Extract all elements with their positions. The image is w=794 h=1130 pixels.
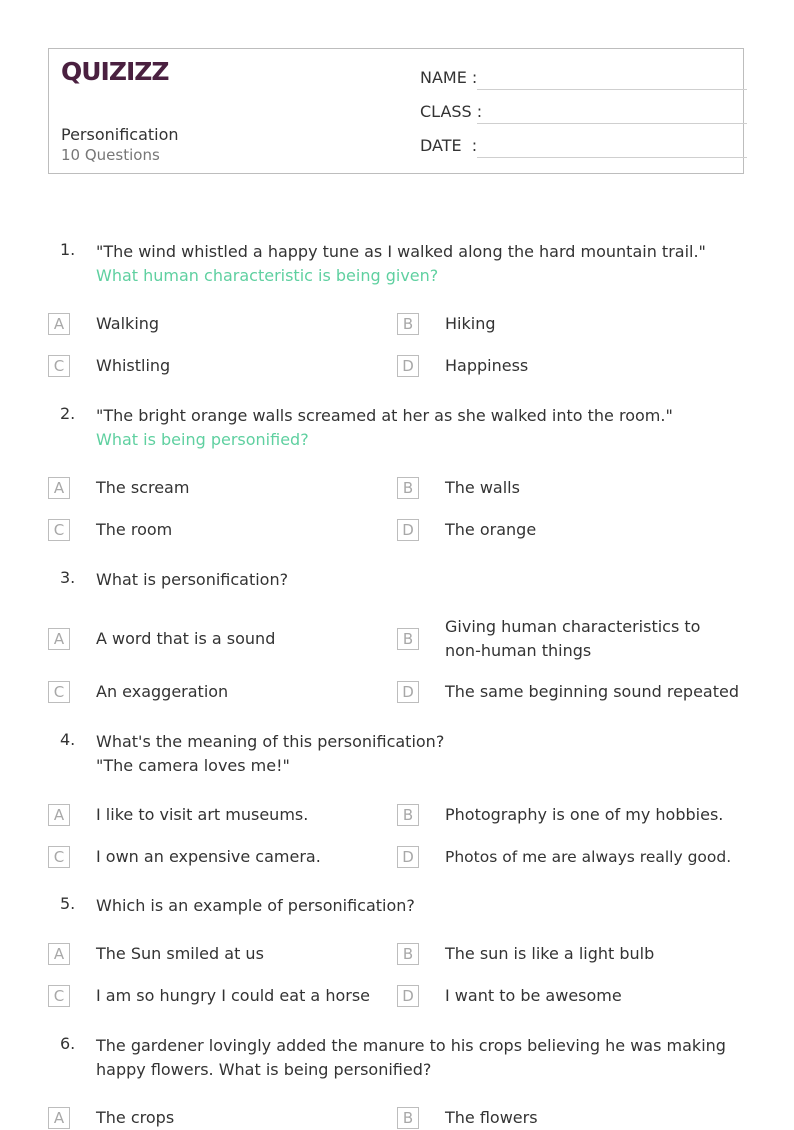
option-letter-box: C (48, 985, 70, 1007)
option-letter-box: C (48, 681, 70, 703)
question-subprompt: What human characteristic is being given? (96, 266, 439, 285)
question-number: 2. (60, 404, 76, 423)
option-letter-box: A (48, 628, 70, 650)
question-text (96, 568, 746, 592)
option-text: Hiking (445, 314, 496, 333)
question-number: 4. (60, 730, 76, 749)
option-text: Photography is one of my hobbies. (445, 805, 724, 824)
option-text: The orange (445, 520, 537, 539)
option-text: The same beginning sound repeated (445, 682, 740, 701)
option-letter-box: D (397, 846, 419, 868)
worksheet-header (48, 48, 744, 174)
option-text: The room (96, 520, 173, 539)
question-quote: "The camera loves me!" (96, 756, 290, 775)
option-letter-box: B (397, 943, 419, 965)
question-prompt: Which is an example of personification? (96, 896, 415, 915)
class-label: CLASS : (420, 102, 483, 121)
class-field[interactable] (420, 102, 735, 126)
option-text: Photos of me are always really good. (445, 848, 732, 866)
question-text (96, 1034, 736, 1082)
option-text: Giving human characteristics to non-human things (445, 617, 701, 660)
option-letter-box: A (48, 804, 70, 826)
question-text (96, 240, 746, 288)
option-text: I like to visit art museums. (96, 805, 309, 824)
date-field[interactable] (420, 136, 735, 160)
quizizz-logo: QUIZIZZ (61, 57, 169, 86)
question-text (96, 894, 746, 918)
question-number: 1. (60, 240, 76, 259)
question-prompt: What's the meaning of this personification? (96, 732, 445, 751)
option-letter-box: B (397, 313, 419, 335)
option-letter-box: C (48, 355, 70, 377)
question-prompt: "The bright orange walls screamed at her as she walked into the room." (96, 406, 673, 425)
option-text: The walls (445, 478, 520, 497)
option-letter-box: C (48, 519, 70, 541)
option-letter-box: B (397, 477, 419, 499)
option-text: Whistling (96, 356, 171, 375)
date-line (477, 157, 747, 158)
question-text (96, 404, 746, 452)
option-letter-box: A (48, 313, 70, 335)
class-line (477, 123, 747, 124)
option-letter-box: D (397, 681, 419, 703)
option-text: The scream (96, 478, 190, 497)
question-number: 5. (60, 894, 76, 913)
option-text: Happiness (445, 356, 529, 375)
option-text: I own an expensive camera. (96, 847, 321, 866)
option-text: I want to be awesome (445, 986, 622, 1005)
question-prompt: "The wind whistled a happy tune as I walked along the hard mountain trail." (96, 242, 706, 261)
option-letter-box: B (397, 804, 419, 826)
option-text: The flowers (445, 1108, 538, 1127)
date-label: DATE : (420, 136, 478, 155)
question-subprompt: What is being personified? (96, 430, 309, 449)
option-text: I am so hungry I could eat a horse (96, 986, 371, 1005)
question-count: 10 Questions (61, 146, 160, 164)
name-line (477, 89, 747, 90)
option-text: The Sun smiled at us (96, 944, 264, 963)
option-letter-box: D (397, 985, 419, 1007)
option-letter-box: C (48, 846, 70, 868)
option-letter-box: A (48, 1107, 70, 1129)
option-text: An exaggeration (96, 682, 229, 701)
option-letter-box: A (48, 477, 70, 499)
option-text: The sun is like a light bulb (445, 944, 655, 963)
option-letter-box: D (397, 519, 419, 541)
option-letter-box: B (397, 628, 419, 650)
name-field[interactable] (420, 68, 735, 92)
option-text: Walking (96, 314, 160, 333)
option-letter-box: B (397, 1107, 419, 1129)
question-number: 6. (60, 1034, 76, 1053)
question-number: 3. (60, 568, 76, 587)
question-prompt: What is personification? (96, 570, 289, 589)
question-text (96, 730, 746, 778)
option-letter-box: D (397, 355, 419, 377)
option-text: The crops (96, 1108, 175, 1127)
option-letter-box: A (48, 943, 70, 965)
worksheet-title: Personification (61, 125, 179, 144)
name-label: NAME : (420, 68, 478, 87)
option-text: A word that is a sound (96, 629, 276, 648)
question-prompt: The gardener lovingly added the manure to his crops believing he was making happy flowers. What is being personified? (96, 1036, 726, 1079)
